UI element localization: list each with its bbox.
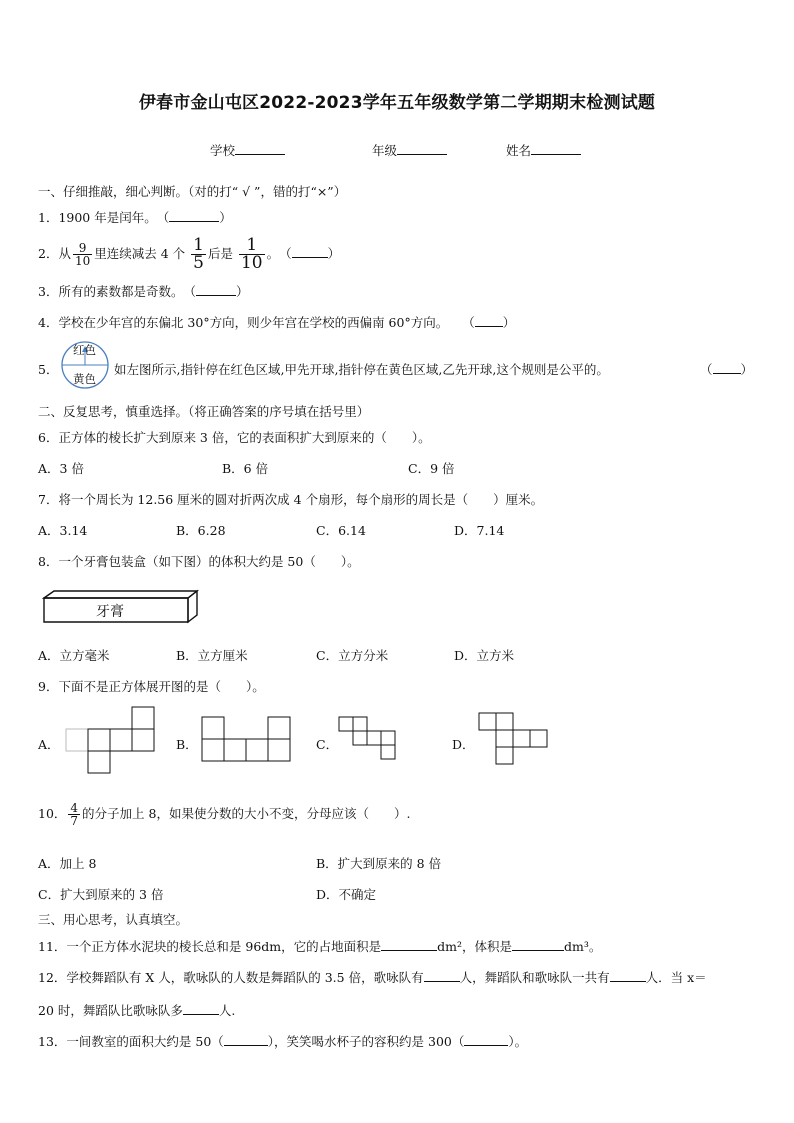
grade-field[interactable] <box>372 141 447 159</box>
spinner-red-label: 红色 <box>73 343 96 357</box>
answer-paren[interactable]: （ ） <box>279 246 341 261</box>
answer-blank[interactable] <box>512 937 564 951</box>
question-10 <box>38 796 410 832</box>
answer-blank[interactable] <box>183 1001 219 1015</box>
question-12-text-c: 人．当 x＝ <box>645 970 707 985</box>
question-1 <box>38 208 232 226</box>
question-13 <box>38 1032 527 1050</box>
toothpaste-box-label: 牙膏 <box>96 604 124 620</box>
answer-blank[interactable] <box>610 968 646 982</box>
fraction-4-7: $\frac{4}{7}$ <box>70 801 79 828</box>
q10-option-a[interactable]: A．加上 8 <box>38 856 97 871</box>
q9-option-d[interactable]: D． <box>452 737 475 752</box>
section-2-heading: 二、反复思考，慎重选择。（将正确答案的序号填在括号里） <box>38 404 370 419</box>
question-12-text-d: 20 时，舞蹈队比歌咏队多 <box>38 1003 183 1018</box>
cube-net-b-diagram <box>202 716 296 766</box>
question-2 <box>38 236 340 272</box>
question-10-text: 的分子加上 8，如果使分数的大小不变，分母应该（ ）. <box>82 806 411 821</box>
section-3-heading: 三、用心思考，认真填空。 <box>38 912 189 927</box>
name-field[interactable] <box>506 141 581 159</box>
question-13-text-c: ）。 <box>508 1034 528 1049</box>
answer-paren[interactable]: （ ） <box>183 284 249 299</box>
question-13-text-b: ），笑笑喝水杯子的容积约是 300（ <box>267 1034 465 1049</box>
question-1-text: 1．1900 年是闰年。 <box>38 210 157 225</box>
section-1-heading: 一、仔细推敲，细心判断。（对的打“ √ ”，错的打“×”） <box>38 184 347 199</box>
question-2-text-b: 里连续减去 4 个 <box>94 246 186 261</box>
question-5-text: 如左图所示,指针停在红色区域,甲先开球,指针停在黄色区域,乙先开球,这个规则是公平的。 <box>114 362 609 377</box>
fraction-9-10: $\frac{9}{10}$ <box>74 241 91 268</box>
question-9: 9．下面不是正方体展开图的是（ ）。 <box>38 679 265 694</box>
cube-net-d-diagram <box>478 712 552 770</box>
answer-paren[interactable]: （ ） <box>156 210 232 225</box>
answer-blank[interactable] <box>381 937 437 951</box>
question-2-text-a: 2．从 <box>38 246 71 261</box>
q7-option-a[interactable]: A．3.14 <box>38 523 88 538</box>
q9-option-b[interactable]: B． <box>176 737 198 752</box>
q6-option-c[interactable]: C．9 倍 <box>408 461 455 476</box>
question-8: 8．一个牙膏包装盒（如下图）的体积大约是 50（ ）。 <box>38 554 360 569</box>
question-10-number: 10． <box>38 806 67 821</box>
question-12-text-b: 人，舞蹈队和歌咏队一共有 <box>459 970 610 985</box>
q6-option-b[interactable]: B．6 倍 <box>222 461 269 476</box>
q9-option-a[interactable]: A． <box>38 737 60 752</box>
fraction-1-5: $\frac{1}{5}$ <box>193 235 204 273</box>
school-blank[interactable] <box>235 141 285 155</box>
q8-option-b[interactable]: B．立方厘米 <box>176 648 248 663</box>
question-13-text-a: 13．一间教室的面积大约是 50（ <box>38 1034 224 1049</box>
name-blank[interactable] <box>531 141 581 155</box>
question-12-line-1 <box>38 968 707 986</box>
question-7: 7．将一个周长为 12.56 厘米的圆对折两次成 4 个扇形，每个扇形的周长是（ ）厘米。 <box>38 492 544 507</box>
question-12-text-a: 12．学校舞蹈队有 X 人，歌咏队的人数是舞蹈队的 3.5 倍，歌咏队有 <box>38 970 424 985</box>
grade-label: 年级 <box>372 143 398 158</box>
answer-paren[interactable]: （ ） <box>462 315 516 330</box>
question-2-text-d: 。 <box>266 246 280 261</box>
q10-option-c[interactable]: C．扩大到原来的 3 倍 <box>38 887 164 902</box>
question-4-text: 4．学校在少年宫的东偏北 30°方向，则少年宫在学校的西偏南 60°方向。 <box>38 315 449 330</box>
question-11 <box>38 937 601 955</box>
q7-option-b[interactable]: B．6.28 <box>176 523 226 538</box>
q8-option-d[interactable]: D．立方米 <box>454 648 515 663</box>
question-6: 6．正方体的棱长扩大到原来 3 倍，它的表面积扩大到原来的（ ）。 <box>38 430 431 445</box>
q8-option-a[interactable]: A．立方毫米 <box>38 648 110 663</box>
question-3-text: 3．所有的素数都是奇数。 <box>38 284 184 299</box>
answer-blank[interactable] <box>224 1032 268 1046</box>
page-title: 伊春市金山屯区2022-2023学年五年级数学第二学期期末检测试题 <box>138 93 656 113</box>
answer-blank[interactable] <box>464 1032 508 1046</box>
q8-option-c[interactable]: C．立方分米 <box>316 648 389 663</box>
question-11-text-c: dm³。 <box>564 939 602 954</box>
grade-blank[interactable] <box>397 141 447 155</box>
school-label: 学校 <box>210 143 236 158</box>
question-12-line-2 <box>38 1001 235 1019</box>
spinner-yellow-label: 黄色 <box>73 372 96 386</box>
q10-option-d[interactable]: D．不确定 <box>316 887 377 902</box>
question-4 <box>38 313 515 331</box>
question-2-text-c: 后是 <box>207 246 233 261</box>
school-field[interactable] <box>210 141 285 159</box>
question-3 <box>38 282 249 300</box>
answer-paren[interactable]: （ ） <box>700 362 754 377</box>
cube-net-c-diagram <box>338 716 402 766</box>
question-11-text-a: 11．一个正方体水泥块的棱长总和是 96dm，它的占地面积是 <box>38 939 382 954</box>
box-side <box>188 591 197 622</box>
q9-option-c[interactable]: C． <box>316 737 339 752</box>
question-11-text-b: dm²，体积是 <box>437 939 513 954</box>
box-top <box>44 591 197 598</box>
answer-blank[interactable] <box>424 968 460 982</box>
fraction-1-10: $\frac{1}{10}$ <box>240 235 263 273</box>
cube-net-a-diagram <box>66 706 160 776</box>
q7-option-d[interactable]: D．7.14 <box>454 523 505 538</box>
name-label: 姓名 <box>506 143 532 158</box>
question-5-number: 5． <box>38 362 59 377</box>
q10-option-b[interactable]: B．扩大到原来的 8 倍 <box>316 856 442 871</box>
q6-option-a[interactable]: A．3 倍 <box>38 461 84 476</box>
q7-option-c[interactable]: C．6.14 <box>316 523 366 538</box>
question-12-text-e: 人. <box>218 1003 236 1018</box>
